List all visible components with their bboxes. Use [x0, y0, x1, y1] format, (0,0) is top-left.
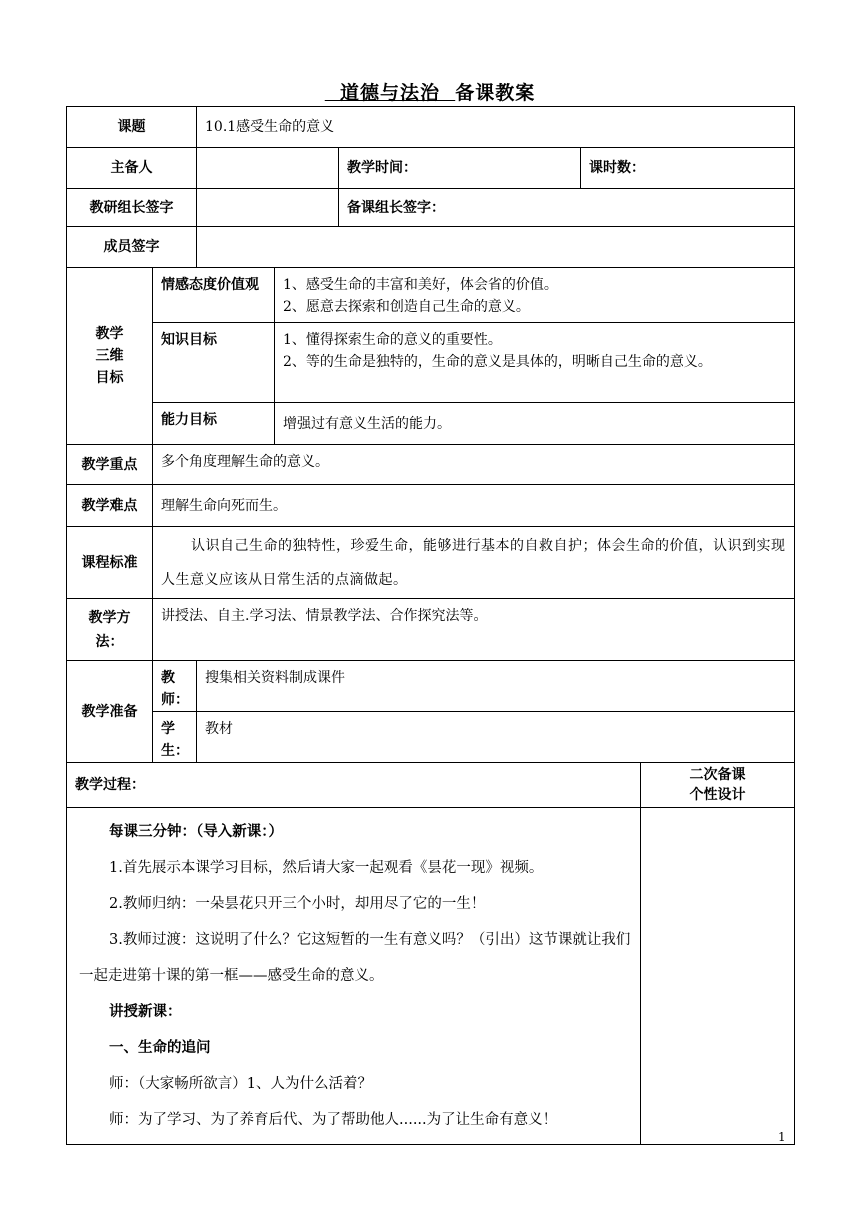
topic-value: 10.1感受生命的意义: [197, 107, 795, 148]
emotion-value: [275, 268, 795, 323]
goal-knowledge-row: [67, 323, 795, 403]
process-label: 教学过程：: [67, 763, 641, 808]
knowledge-line-2: 2、等的生命是独特的，生命的意义是具体的，明晰自己生命的意义。: [283, 354, 712, 370]
side-header-line2: 个性设计: [689, 787, 746, 803]
process-body-row: [67, 808, 795, 1145]
difficulty-label: 教学难点: [67, 485, 153, 527]
focus-row: [67, 445, 795, 485]
emotion-label: 情感态度价值观: [153, 268, 275, 323]
standard-label: 课程标准: [67, 527, 153, 599]
difficulty-value: 理解生命向死而生。: [153, 485, 795, 527]
members-row: [67, 227, 795, 268]
prep-student-label: 学生：: [153, 712, 197, 763]
prep-student-row: [67, 712, 795, 763]
signature-row: [67, 189, 795, 227]
process-side-header: [641, 763, 795, 808]
difficulty-row: [67, 485, 795, 527]
process-paragraph-1: 1.首先展示本课学习目标，然后请大家一起观看《昙花一现》视频。: [109, 860, 544, 876]
topic-row: [67, 107, 795, 148]
page-number: 1: [778, 1130, 786, 1144]
goal-emotion-row: [67, 268, 795, 323]
section-1-heading: 一、生命的追问: [109, 1039, 211, 1056]
new-lesson-heading: 讲授新课：: [109, 1003, 182, 1020]
standard-row: [67, 527, 795, 599]
ability-label: 能力目标: [153, 403, 275, 445]
method-row: [67, 599, 795, 661]
members-label: 成员签字: [67, 227, 197, 268]
ability-value: 增强过有意义生活的能力。: [275, 403, 795, 445]
process-paragraph-5: 师：为了学习、为了养育后代、为了帮助他人......为了让生命有意义！: [109, 1112, 558, 1128]
lead-value: [197, 148, 339, 189]
goal-ability-row: [67, 403, 795, 445]
sig-group-label: 教研组长签字: [67, 189, 197, 227]
goals-label-line2: 三维: [95, 348, 124, 364]
emotion-line-2: 2、愿意去探索和创造自己生命的意义。: [283, 299, 530, 315]
goals-label-line3: 目标: [95, 370, 124, 386]
process-paragraph-4: 师：（大家畅所欲言）1、人为什么活着？: [109, 1076, 372, 1092]
emotion-line-1: 1、感受生命的丰富和美好，体会省的价值。: [283, 277, 558, 293]
process-body: [67, 808, 641, 1145]
focus-label: 教学重点: [67, 445, 153, 485]
intro-heading: 每课三分钟：（导入新课：）: [109, 823, 283, 840]
document-title: [0, 78, 860, 105]
knowledge-value: [275, 323, 795, 403]
title-suffix: 备课教案: [455, 82, 536, 104]
sig-group-value: [197, 189, 339, 227]
prep-teacher-value: 搜集相关资料制成课件: [197, 661, 795, 712]
topic-label: 课题: [67, 107, 197, 148]
goals-label-line1: 教学: [95, 326, 124, 342]
knowledge-label: 知识目标: [153, 323, 275, 403]
prep-teacher-label: 教师：: [153, 661, 197, 712]
members-value: [197, 227, 795, 268]
process-paragraph-2: 2.教师归纳：一朵昙花只开三个小时，却用尽了它的一生！: [109, 896, 486, 912]
lead-label: 主备人: [67, 148, 197, 189]
knowledge-line-1: 1、懂得探索生命的意义的重要性。: [283, 332, 502, 348]
time-label: 教学时间：: [339, 148, 581, 189]
lesson-plan-table: [66, 106, 795, 1145]
process-paragraph-3: 3.教师过渡：这说明了什么？它这短暂的一生有意义吗？（引出）这节课就让我们一起走进第十课的第一框——感受生命的意义。: [79, 932, 631, 984]
subject-name: 道德与法治: [324, 82, 456, 104]
side-header-line1: 二次备课: [689, 767, 746, 783]
personal-design-cell: [641, 808, 795, 1145]
process-header-row: [67, 763, 795, 808]
hours-label: 课时数：: [581, 148, 795, 189]
prep-student-value: 教材: [197, 712, 795, 763]
prep-teacher-row: [67, 661, 795, 712]
method-label: 教学方法：: [67, 599, 153, 661]
prep-label: 教学准备: [67, 661, 153, 763]
standard-value: 认识自己生命的独特性，珍爱生命，能够进行基本的自救自护；体会生命的价值，认识到实现人生意义应该从日常生活的点滴做起。: [153, 527, 795, 599]
focus-value: 多个角度理解生命的意义。: [153, 445, 795, 485]
goals-label: [67, 268, 153, 445]
lead-row: [67, 148, 795, 189]
sig-prep-label: 备课组长签字：: [339, 189, 795, 227]
method-value: 讲授法、自主.学习法、情景教学法、合作探究法等。: [153, 599, 795, 661]
